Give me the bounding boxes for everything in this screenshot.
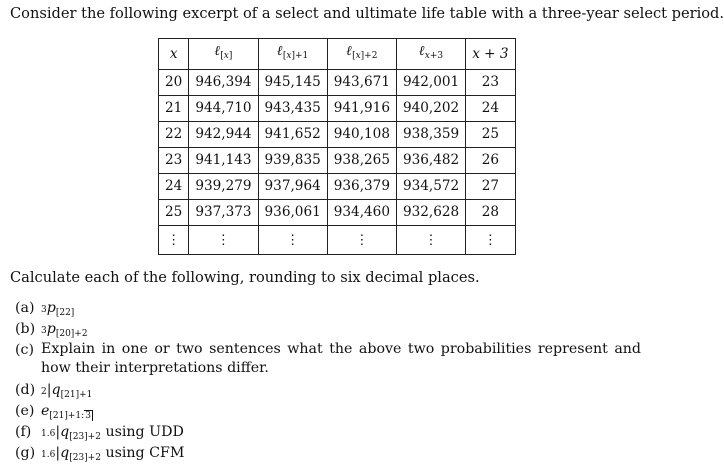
- part-b: [15, 319, 643, 340]
- intro-text: Consider the following excerpt of a select and ultimate life table with a three-year select period.: [10, 5, 724, 22]
- table-cell: 941,652: [258, 122, 327, 148]
- table-header-row: [159, 39, 516, 70]
- table-cell: 936,061: [258, 200, 327, 226]
- table-cell: 939,835: [258, 148, 327, 174]
- ellipsis-cell: ⋮: [159, 226, 189, 255]
- table-cell: 25: [466, 122, 515, 148]
- part-f-math: $1.6|q_{[23]+2}$ using UDD: [41, 424, 184, 442]
- part-label: (b): [15, 321, 36, 337]
- table-cell: 938,265: [327, 148, 396, 174]
- table-cell: 934,572: [396, 174, 465, 200]
- table-cell: 941,143: [189, 148, 258, 174]
- part-label: (g): [15, 445, 36, 461]
- table-cell: 940,108: [327, 122, 396, 148]
- table-cell: 944,710: [189, 96, 258, 122]
- table-cell: 942,944: [189, 122, 258, 148]
- part-c-text: Explain in one or two sentences what the above two probabilities represent and how their interpretations differ.: [41, 341, 641, 376]
- table-cell: 943,435: [258, 96, 327, 122]
- part-g-math: $1.6|q_{[23]+2}$ using CFM: [41, 445, 185, 463]
- part-f: [15, 422, 643, 443]
- table-row: [159, 122, 516, 148]
- table-cell: 946,394: [189, 70, 258, 96]
- part-a: [15, 298, 643, 319]
- header-l-select-plus-2: ℓ$_{[x]+2}$: [327, 39, 396, 70]
- part-label: (e): [15, 403, 35, 419]
- table-cell: 938,359: [396, 122, 465, 148]
- ellipsis-cell: ⋮: [189, 226, 258, 255]
- table-cell: 22: [159, 122, 189, 148]
- table-row: [159, 148, 516, 174]
- table-body: [159, 70, 516, 255]
- table-cell: 937,964: [258, 174, 327, 200]
- table-cell: 942,001: [396, 70, 465, 96]
- table-row: [159, 174, 516, 200]
- table-cell: 21: [159, 96, 189, 122]
- calculate-instruction: Calculate each of the following, rounding to six decimal places.: [10, 269, 480, 286]
- table-cell: 939,279: [189, 174, 258, 200]
- part-g: [15, 443, 643, 464]
- part-e: [15, 401, 643, 422]
- table-cell: 24: [159, 174, 189, 200]
- table-cell: 940,202: [396, 96, 465, 122]
- part-label: (f): [15, 424, 32, 440]
- part-e-math: $e_{[21]+1:3}$: [41, 403, 91, 421]
- part-g-suffix: using CFM: [105, 445, 185, 461]
- table-cell: 28: [466, 200, 515, 226]
- header-x-plus-3: x + 3: [466, 39, 515, 70]
- part-label: (c): [15, 342, 35, 358]
- life-table: [158, 38, 516, 255]
- ellipsis-row: [159, 226, 516, 255]
- table-cell: 945,145: [258, 70, 327, 96]
- part-b-math: $3p_{[20]+2}$: [41, 321, 88, 339]
- header-x: x: [159, 39, 189, 70]
- table-cell: 25: [159, 200, 189, 226]
- ellipsis-cell: ⋮: [258, 226, 327, 255]
- table-cell: 23: [466, 70, 515, 96]
- table-cell: 23: [159, 148, 189, 174]
- ellipsis-cell: ⋮: [396, 226, 465, 255]
- part-label: (d): [15, 382, 36, 398]
- table-cell: 936,482: [396, 148, 465, 174]
- table-cell: 941,916: [327, 96, 396, 122]
- part-label: (a): [15, 300, 35, 316]
- header-l-ultimate: ℓ$_{x+3}$: [396, 39, 465, 70]
- part-d: [15, 380, 643, 401]
- table-cell: 26: [466, 148, 515, 174]
- table-cell: 24: [466, 96, 515, 122]
- part-d-math: $2|q_{[21]+1}$: [41, 382, 93, 400]
- header-l-select-plus-1: ℓ$_{[x]+1}$: [258, 39, 327, 70]
- table-cell: 937,373: [189, 200, 258, 226]
- table-cell: 27: [466, 174, 515, 200]
- part-f-suffix: using UDD: [105, 424, 184, 440]
- table-cell: 936,379: [327, 174, 396, 200]
- header-l-select: ℓ$_{[x]}$: [189, 39, 258, 70]
- table-row: [159, 96, 516, 122]
- part-a-math: $3p_{[22]}$: [41, 300, 75, 318]
- table-cell: 20: [159, 70, 189, 96]
- ellipsis-cell: ⋮: [327, 226, 396, 255]
- part-c: [15, 340, 643, 380]
- table-cell: 932,628: [396, 200, 465, 226]
- table-cell: 943,671: [327, 70, 396, 96]
- table-row: [159, 200, 516, 226]
- ellipsis-cell: ⋮: [466, 226, 515, 255]
- table-row: [159, 70, 516, 96]
- table-cell: 934,460: [327, 200, 396, 226]
- question-parts: [15, 298, 643, 464]
